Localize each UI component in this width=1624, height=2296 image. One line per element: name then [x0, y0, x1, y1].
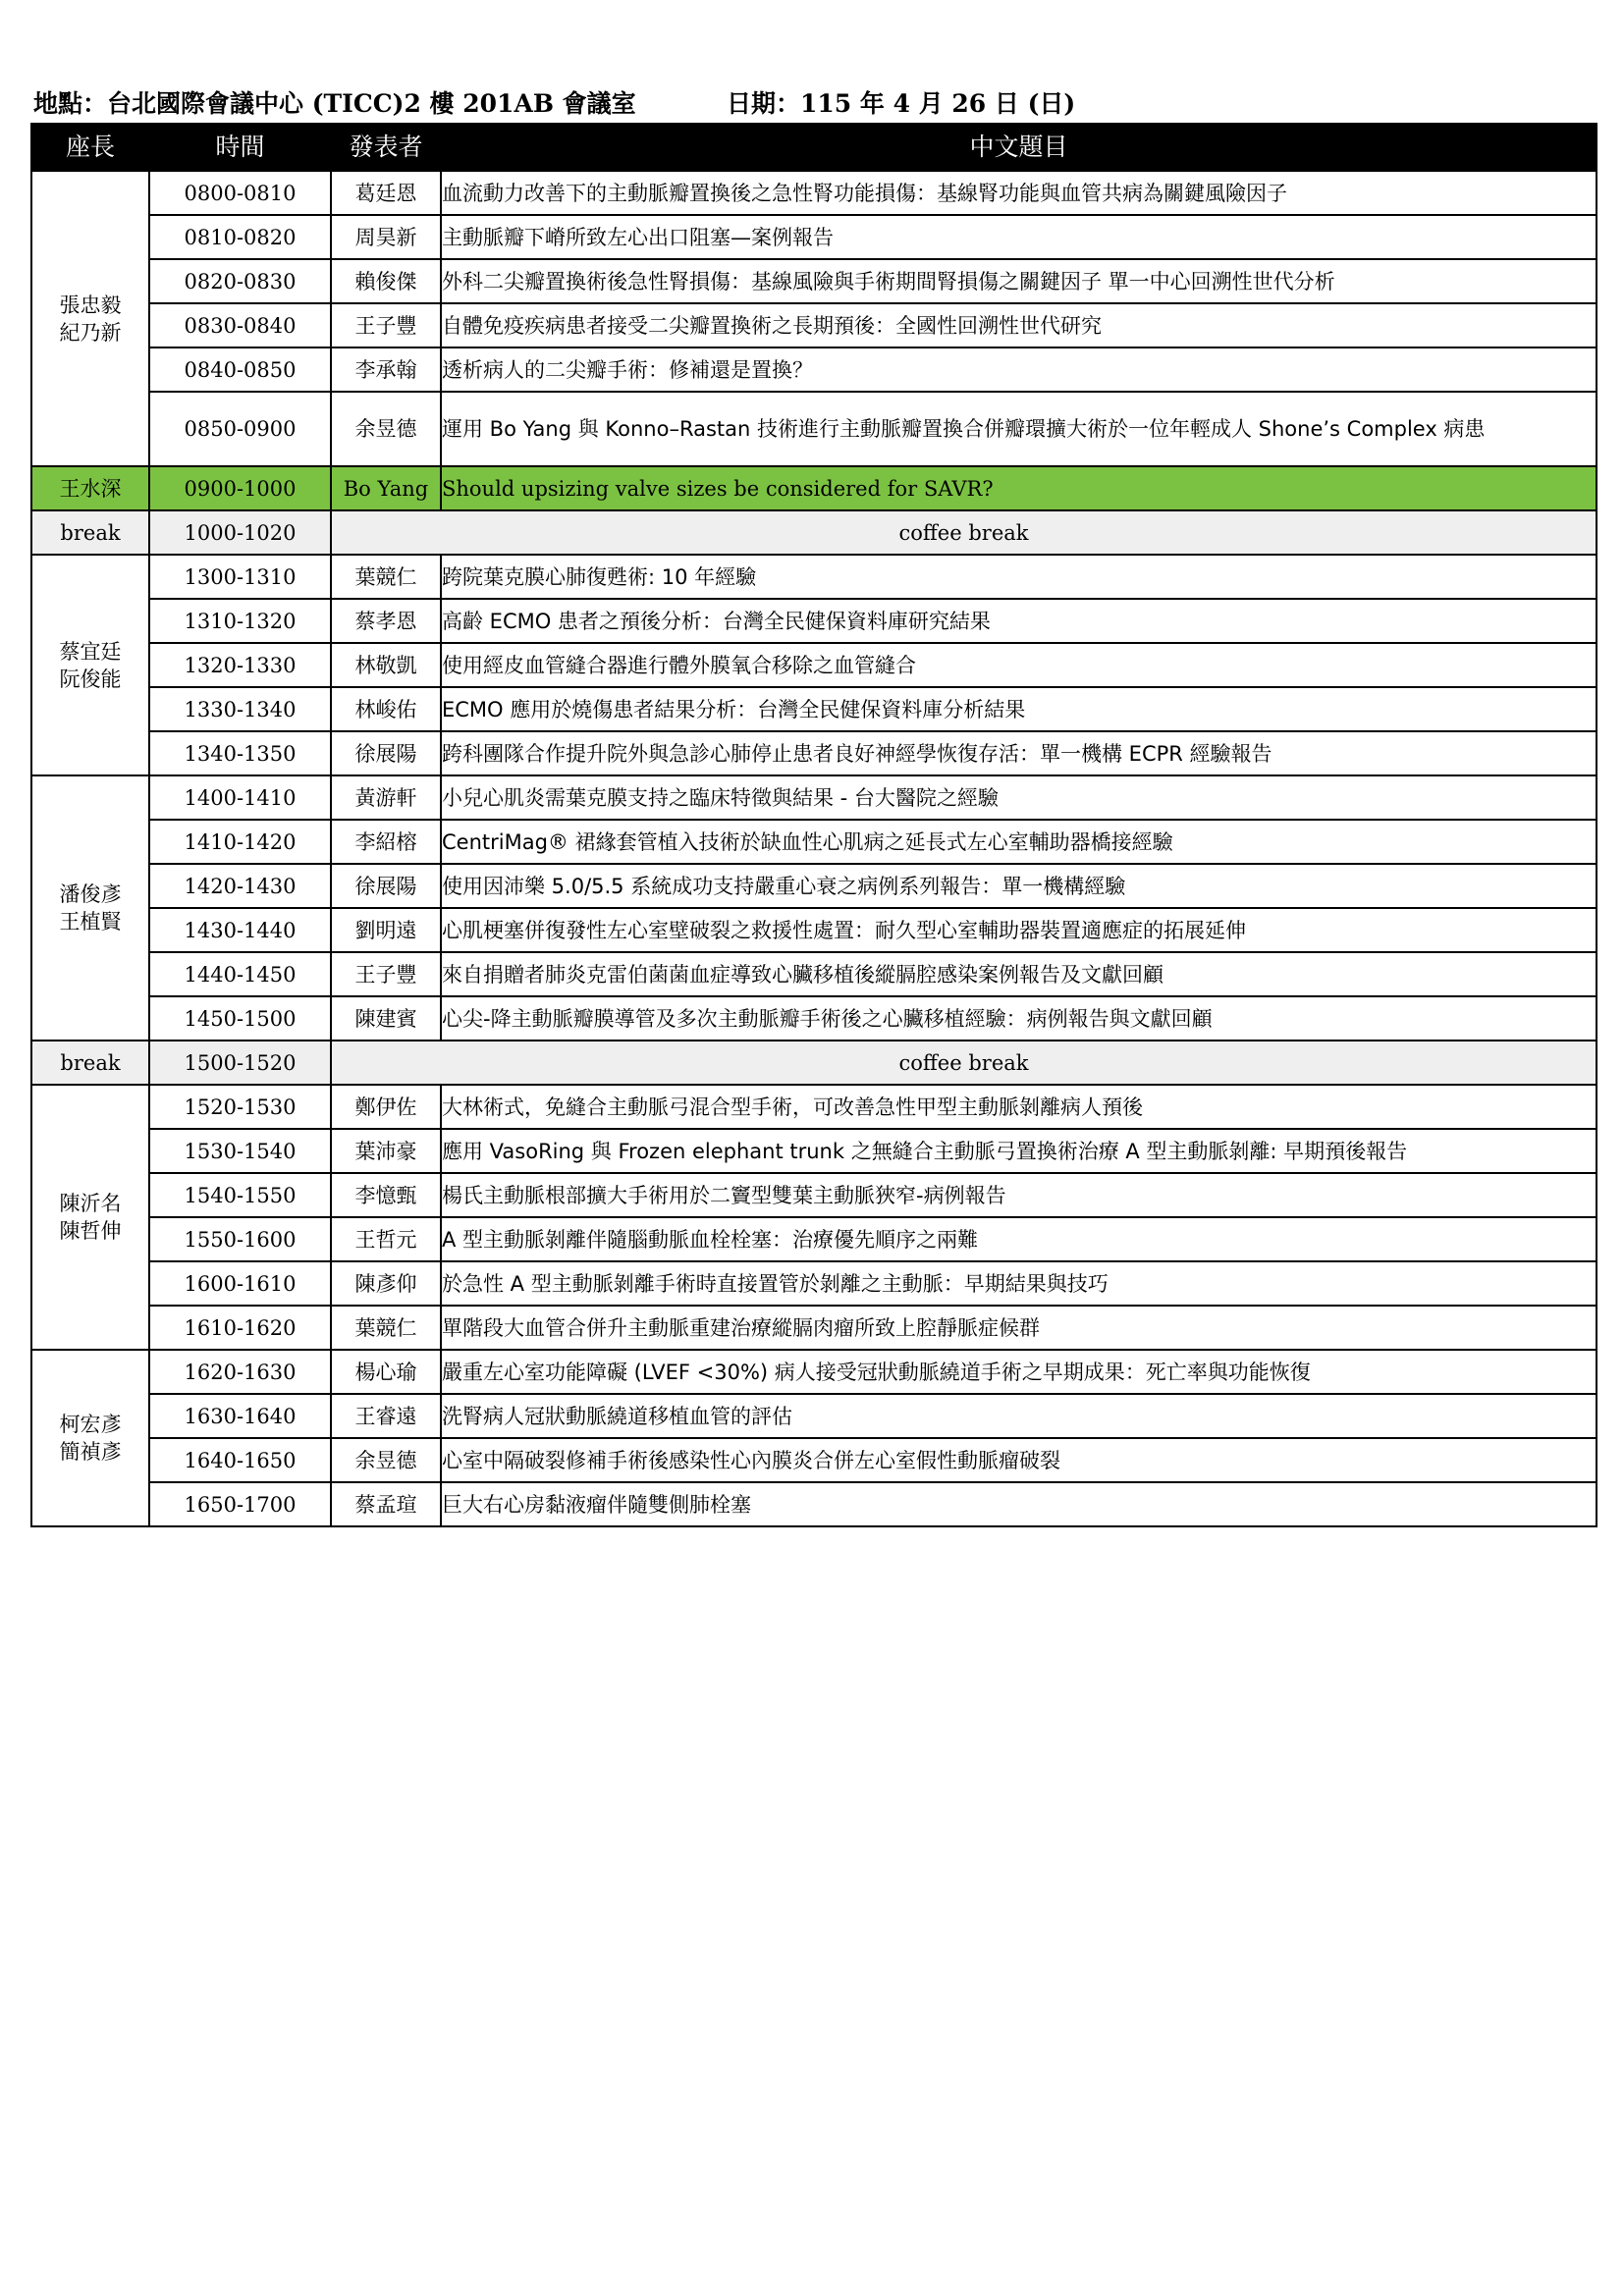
time-cell: 1400-1410 — [149, 775, 331, 820]
table-row — [31, 996, 1597, 1041]
break-row — [31, 1041, 1597, 1085]
time-cell: 1550-1600 — [149, 1217, 331, 1261]
time-cell: 1320-1330 — [149, 643, 331, 687]
speaker-cell: 蔡孝恩 — [331, 599, 441, 643]
title-cell: 使用經皮血管縫合器進行體外膜氧合移除之血管縫合 — [441, 643, 1597, 687]
table-row — [31, 1394, 1597, 1438]
time-cell: 1630-1640 — [149, 1394, 331, 1438]
speaker-cell: 陳建賓 — [331, 996, 441, 1041]
time-cell: 1340-1350 — [149, 731, 331, 775]
time-cell: 1620-1630 — [149, 1350, 331, 1394]
chair-name: 阮俊能 — [59, 667, 122, 691]
chair-name: 簡禎彥 — [59, 1440, 122, 1464]
time-cell: 1610-1620 — [149, 1306, 331, 1350]
table-row — [31, 171, 1597, 215]
column-header-chair: 座長 — [31, 124, 149, 171]
table-row — [31, 555, 1597, 599]
speaker-cell: 余昱德 — [331, 392, 441, 466]
speaker-cell: 賴俊傑 — [331, 259, 441, 303]
table-row — [31, 908, 1597, 952]
title-cell: CentriMag® 裙緣套管植入技術於缺血性心肌病之延長式左心室輔助器橋接經驗 — [441, 820, 1597, 864]
speaker-cell: 李紹榕 — [331, 820, 441, 864]
time-cell: 0850-0900 — [149, 392, 331, 466]
speaker-cell: 王睿遠 — [331, 1394, 441, 1438]
speaker-cell: 王子豐 — [331, 303, 441, 347]
speaker-cell: Bo Yang — [331, 466, 441, 510]
title-cell: 血流動力改善下的主動脈瓣置換後之急性腎功能損傷：基線腎功能與血管共病為關鍵風險因子 — [441, 171, 1597, 215]
speaker-cell: 陳彥仰 — [331, 1261, 441, 1306]
time-cell: 1650-1700 — [149, 1482, 331, 1526]
table-row — [31, 392, 1597, 466]
time-cell: 1000-1020 — [149, 510, 331, 555]
page-header — [33, 84, 1604, 120]
time-cell: 1540-1550 — [149, 1173, 331, 1217]
table-row — [31, 864, 1597, 908]
title-cell: 高齡 ECMO 患者之預後分析：台灣全民健保資料庫研究結果 — [441, 599, 1597, 643]
speaker-cell: 鄭伊佐 — [331, 1085, 441, 1129]
time-cell: 1440-1450 — [149, 952, 331, 996]
speaker-cell: 黃游軒 — [331, 775, 441, 820]
title-cell: Should upsizing valve sizes be considered for SAVR? — [441, 466, 1597, 510]
title-cell: 主動脈瓣下嵴所致左心出口阻塞—案例報告 — [441, 215, 1597, 259]
speaker-cell: 徐展陽 — [331, 864, 441, 908]
date-label: 日期：115 年 4 月 26 日 (日) — [727, 89, 1076, 118]
table-row — [31, 1129, 1597, 1173]
title-cell: 應用 VasoRing 與 Frozen elephant trunk 之無縫合主動脈弓置換術治療 A 型主動脈剝離: 早期預後報告 — [441, 1129, 1597, 1173]
title-cell: 嚴重左心室功能障礙 (LVEF <30%) 病人接受冠狀動脈繞道手術之早期成果：死亡率與功能恢復 — [441, 1350, 1597, 1394]
time-cell: 1530-1540 — [149, 1129, 331, 1173]
table-row — [31, 1482, 1597, 1526]
table-row — [31, 599, 1597, 643]
title-cell: 楊氏主動脈根部擴大手術用於二竇型雙葉主動脈狹窄-病例報告 — [441, 1173, 1597, 1217]
speaker-cell: 余昱德 — [331, 1438, 441, 1482]
table-row — [31, 347, 1597, 392]
table-row — [31, 643, 1597, 687]
time-cell: 0840-0850 — [149, 347, 331, 392]
column-header-title: 中文題目 — [441, 124, 1597, 171]
table-header-row — [31, 124, 1597, 171]
time-cell: 0800-0810 — [149, 171, 331, 215]
speaker-cell: 李憶甄 — [331, 1173, 441, 1217]
table-row — [31, 259, 1597, 303]
title-cell: 運用 Bo Yang 與 Konno–Rastan 技術進行主動脈瓣置換合併瓣環擴大術於一位年輕成人 Shone’s Complex 病患 — [441, 392, 1597, 466]
session-chairs — [31, 775, 149, 1041]
column-header-time: 時間 — [149, 124, 331, 171]
table-row — [31, 215, 1597, 259]
title-cell: 使用因沛樂 5.0/5.5 系統成功支持嚴重心衰之病例系列報告：單一機構經驗 — [441, 864, 1597, 908]
table-row — [31, 775, 1597, 820]
title-cell: 洗腎病人冠狀動脈繞道移植血管的評估 — [441, 1394, 1597, 1438]
speaker-cell: 劉明遠 — [331, 908, 441, 952]
time-cell: 0820-0830 — [149, 259, 331, 303]
speaker-cell: 徐展陽 — [331, 731, 441, 775]
speaker-cell: 王哲元 — [331, 1217, 441, 1261]
title-cell: 跨院葉克膜心肺復甦術: 10 年經驗 — [441, 555, 1597, 599]
speaker-cell: 林峻佑 — [331, 687, 441, 731]
speaker-cell: 林敬凱 — [331, 643, 441, 687]
time-cell: 1410-1420 — [149, 820, 331, 864]
break-label: break — [31, 510, 149, 555]
table-row — [31, 1306, 1597, 1350]
title-cell: 心尖-降主動脈瓣膜導管及多次主動脈瓣手術後之心臟移植經驗：病例報告與文獻回顧 — [441, 996, 1597, 1041]
speaker-cell: 楊心瑜 — [331, 1350, 441, 1394]
speaker-cell: 葉沛豪 — [331, 1129, 441, 1173]
break-title: coffee break — [331, 1041, 1597, 1085]
title-cell: 外科二尖瓣置換術後急性腎損傷：基線風險與手術期間腎損傷之關鍵因子 單一中心回溯性世代分析 — [441, 259, 1597, 303]
speaker-cell: 王子豐 — [331, 952, 441, 996]
title-cell: A 型主動脈剝離伴隨腦動脈血栓栓塞：治療優先順序之兩難 — [441, 1217, 1597, 1261]
title-cell: 於急性 A 型主動脈剝離手術時直接置管於剝離之主動脈：早期結果與技巧 — [441, 1261, 1597, 1306]
title-cell: 心室中隔破裂修補手術後感染性心內膜炎合併左心室假性動脈瘤破裂 — [441, 1438, 1597, 1482]
title-cell: 大林術式，免縫合主動脈弓混合型手術，可改善急性甲型主動脈剝離病人預後 — [441, 1085, 1597, 1129]
time-cell: 1300-1310 — [149, 555, 331, 599]
time-cell: 1600-1610 — [149, 1261, 331, 1306]
time-cell: 0810-0820 — [149, 215, 331, 259]
time-cell: 1430-1440 — [149, 908, 331, 952]
chair-name: 紀乃新 — [59, 320, 122, 345]
break-title: coffee break — [331, 510, 1597, 555]
time-cell: 0830-0840 — [149, 303, 331, 347]
time-cell: 1450-1500 — [149, 996, 331, 1041]
title-cell: 透析病人的二尖瓣手術：修補還是置換？ — [441, 347, 1597, 392]
speaker-cell: 蔡孟瑄 — [331, 1482, 441, 1526]
table-row — [31, 820, 1597, 864]
table-row — [31, 1173, 1597, 1217]
schedule-table — [30, 123, 1597, 1527]
session-chairs: 王水深 — [31, 466, 149, 510]
chair-name: 陳沂名 — [59, 1192, 122, 1215]
title-cell: 小兒心肌炎需葉克膜支持之臨床特徵與結果 - 台大醫院之經驗 — [441, 775, 1597, 820]
time-cell: 1420-1430 — [149, 864, 331, 908]
table-row — [31, 1350, 1597, 1394]
column-header-speaker: 發表者 — [331, 124, 441, 171]
chair-name: 柯宏彥 — [59, 1413, 122, 1436]
speaker-cell: 李承翰 — [331, 347, 441, 392]
speaker-cell: 葉競仁 — [331, 1306, 441, 1350]
keynote-row — [31, 466, 1597, 510]
time-cell: 0900-1000 — [149, 466, 331, 510]
time-cell: 1330-1340 — [149, 687, 331, 731]
title-cell: 巨大右心房黏液瘤伴隨雙側肺栓塞 — [441, 1482, 1597, 1526]
table-row — [31, 1261, 1597, 1306]
title-cell: 來自捐贈者肺炎克雷伯菌菌血症導致心臟移植後縱膈腔感染案例報告及文獻回顧 — [441, 952, 1597, 996]
chair-name: 張忠毅 — [59, 293, 122, 317]
break-row — [31, 510, 1597, 555]
title-cell: 心肌梗塞併復發性左心室壁破裂之救援性處置：耐久型心室輔助器裝置適應症的拓展延伸 — [441, 908, 1597, 952]
table-row — [31, 687, 1597, 731]
title-cell: 自體免疫疾病患者接受二尖瓣置換術之長期預後：全國性回溯性世代研究 — [441, 303, 1597, 347]
table-row — [31, 952, 1597, 996]
speaker-cell: 葛廷恩 — [331, 171, 441, 215]
title-cell: 跨科團隊合作提升院外與急診心肺停止患者良好神經學恢復存活：單一機構 ECPR 經驗報告 — [441, 731, 1597, 775]
speaker-cell: 葉競仁 — [331, 555, 441, 599]
time-cell: 1640-1650 — [149, 1438, 331, 1482]
location-label: 地點：台北國際會議中心 (TICC)2 樓 201AB 會議室 — [33, 89, 636, 118]
table-row — [31, 731, 1597, 775]
chair-name: 蔡宜廷 — [59, 639, 122, 664]
time-cell: 1500-1520 — [149, 1041, 331, 1085]
time-cell: 1310-1320 — [149, 599, 331, 643]
session-chairs — [31, 171, 149, 466]
title-cell: 單階段大血管合併升主動脈重建治療縱膈肉瘤所致上腔靜脈症候群 — [441, 1306, 1597, 1350]
speaker-cell: 周昊新 — [331, 215, 441, 259]
session-chairs — [31, 1350, 149, 1526]
table-row — [31, 1085, 1597, 1129]
chair-name: 潘俊彥 — [59, 882, 122, 906]
session-chairs — [31, 1085, 149, 1350]
break-label: break — [31, 1041, 149, 1085]
table-row — [31, 1438, 1597, 1482]
chair-name: 陳哲伸 — [59, 1219, 122, 1243]
title-cell: ECMO 應用於燒傷患者結果分析：台灣全民健保資料庫分析結果 — [441, 687, 1597, 731]
chair-name: 王植賢 — [59, 910, 122, 934]
time-cell: 1520-1530 — [149, 1085, 331, 1129]
table-row — [31, 1217, 1597, 1261]
table-row — [31, 303, 1597, 347]
session-chairs — [31, 555, 149, 775]
